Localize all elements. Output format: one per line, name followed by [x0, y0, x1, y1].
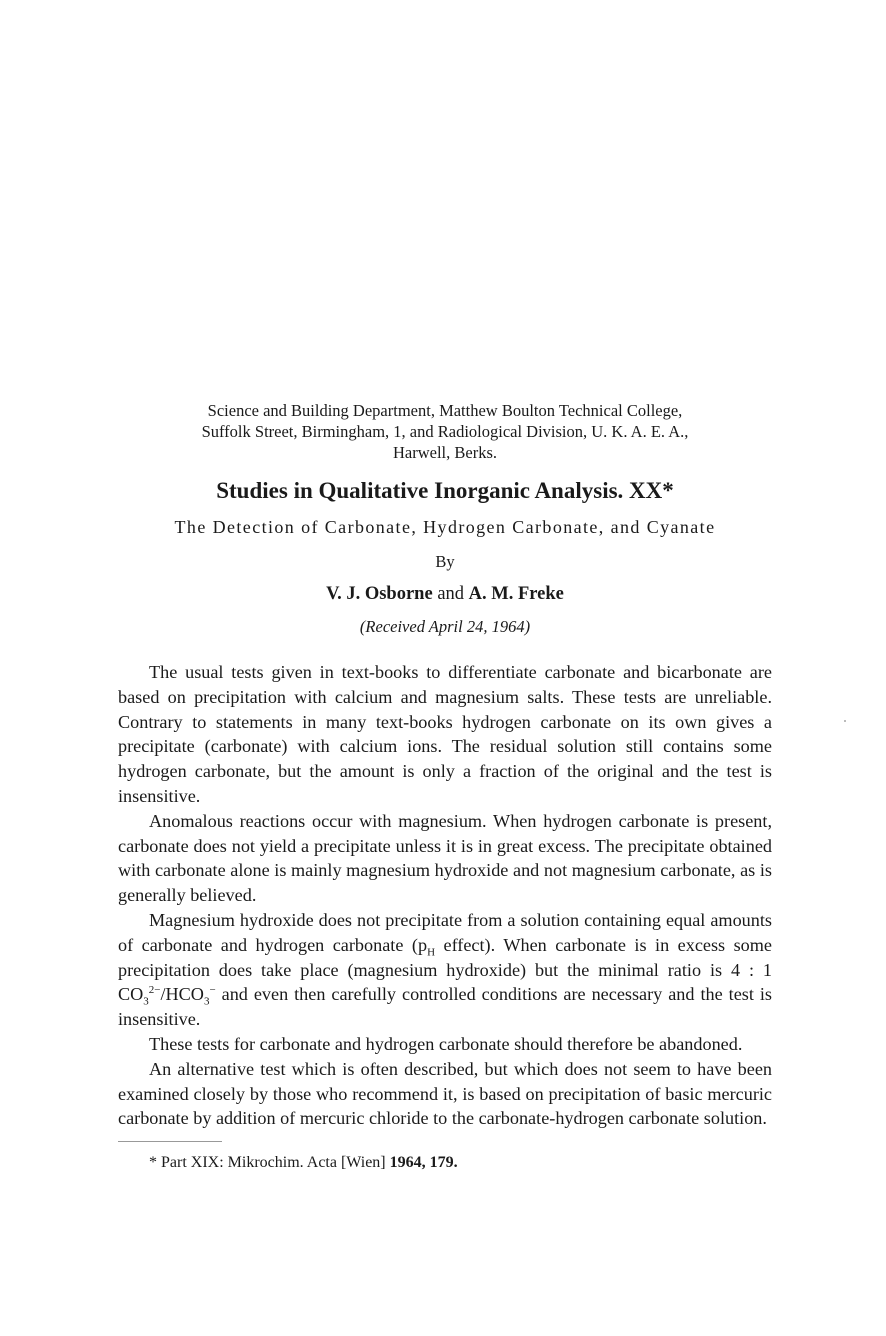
author-conjunction: and: [437, 584, 465, 604]
affiliation-line: Science and Building Department, Matthew Boulton Technical College,: [207, 401, 683, 420]
article-page: [118, 400, 772, 1174]
body-paragraph: The usual tests given in text-books to differentiate carbonate and bicarbonate are based on precipitation with calcium and magnesium salts. These tests are unreliable. Contrary to statements in many text-books hydrogen carbonate on its own gives a precipitate (carbonate) with calcium ions. The residual solution still contains some hydrogen carbonate, but the amount is only a fraction of the original and the test is insensitive.: [118, 662, 772, 806]
authors: [118, 582, 772, 606]
article-subtitle: The Detection of Carbonate, Hydrogen Carbonate, and Cyanate: [174, 517, 716, 537]
subscript: 3: [203, 996, 210, 1008]
footnote-text: * Part XIX: Mikrochim. Acta [Wien]: [149, 1154, 390, 1172]
article-title: Studies in Qualitative Inorganic Analysis. XX*: [216, 478, 674, 503]
subscript: H: [427, 946, 436, 959]
superscript: 2−: [148, 984, 161, 997]
footnote-divider: [118, 1141, 222, 1142]
received-date: (Received April 24, 1964): [359, 617, 531, 636]
affiliation: [118, 400, 772, 463]
affiliation-line: Suffolk Street, Birmingham, 1, and Radiological Division, U. K. A. E. A.,: [201, 422, 689, 441]
author-name: V. J. Osborne: [326, 584, 433, 604]
text-run: /HCO: [160, 984, 204, 1005]
subscript: 3: [143, 996, 149, 1008]
body-paragraph: These tests for carbonate and hydrogen carbonate should therefore be abandoned.: [149, 1033, 743, 1054]
footnote-page: , 179.: [421, 1154, 458, 1172]
footnote: [118, 1152, 772, 1174]
superscript: −: [209, 984, 216, 997]
text-run: and even then carefully controlled conditions are necessary and the test is insensitive.: [118, 984, 772, 1030]
text-run: effect). When carbonate is in excess some precipitation does take place (magnesium hydroxide) but the minimal ratio is 4 : 1 CO: [118, 934, 772, 1005]
scan-speck: [844, 720, 846, 722]
body-paragraph: [118, 908, 772, 1032]
body-paragraph: An alternative test which is often described, but which does not seem to have been examined closely by those who recommend it, is based on precipitation of basic mercuric carbonate by addition of mercuric chloride to the carbonate-hydrogen carbonate solution.: [118, 1058, 772, 1129]
byline-label: By: [435, 552, 455, 571]
footnote-year: 1964: [389, 1154, 422, 1172]
text-run: Magnesium hydroxide does not precipitate from a solution containing equal amounts of carbonate and hydrogen carbonate (p: [118, 909, 772, 955]
author-name: A. M. Freke: [468, 584, 564, 604]
affiliation-line: Harwell, Berks.: [392, 443, 497, 462]
article-body: [118, 660, 772, 1131]
body-paragraph: Anomalous reactions occur with magnesium. When hydrogen carbonate is present, carbonate does not yield a precipitate unless it is in great excess. The precipitate obtained with carbonate alone is mainly magnesium hydroxide and not magnesium carbonate, as is generally believed.: [118, 810, 772, 906]
